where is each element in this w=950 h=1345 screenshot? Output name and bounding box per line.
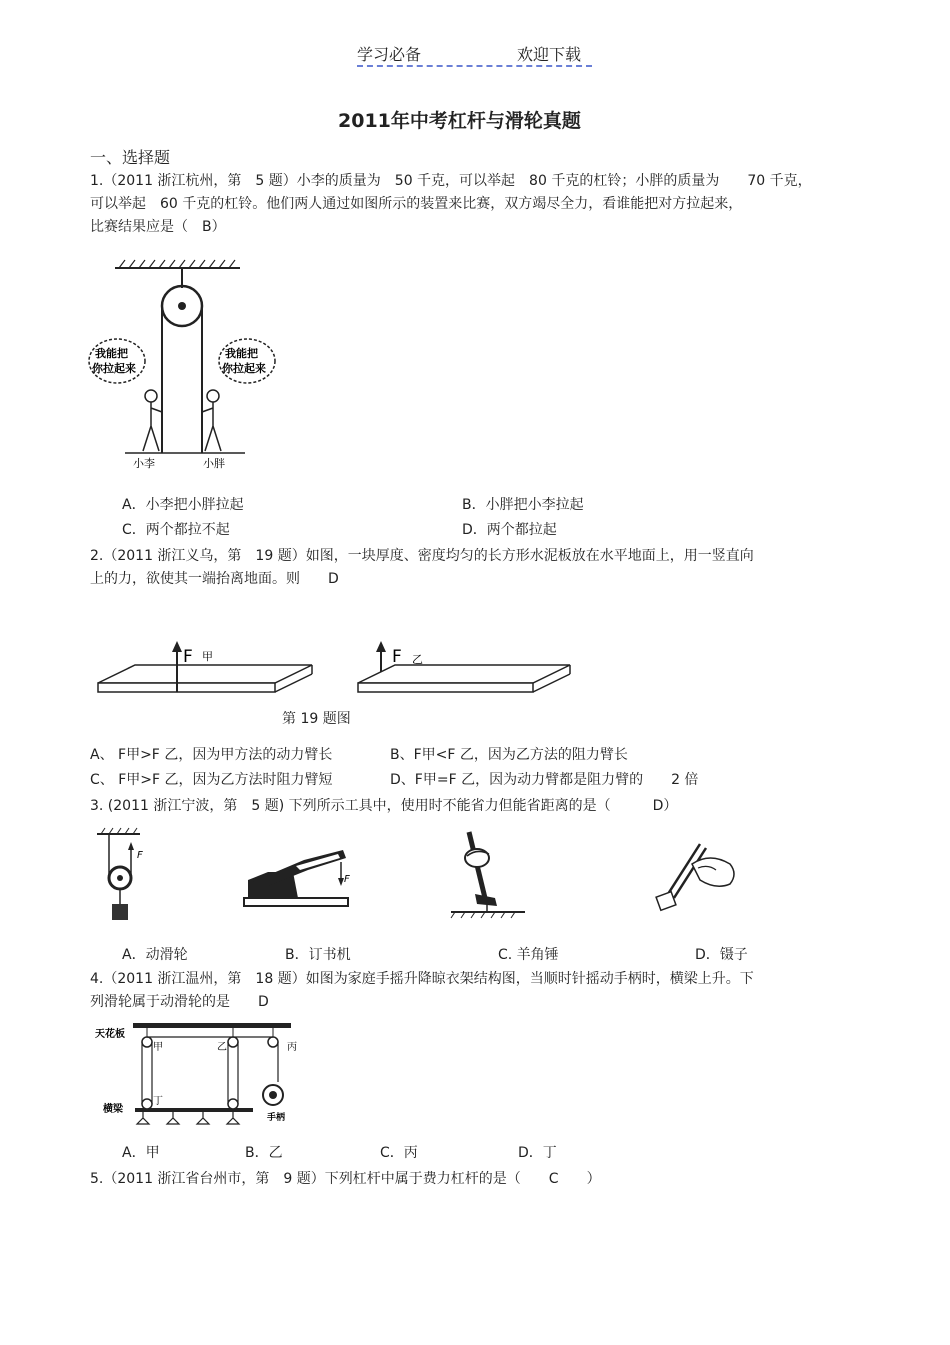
f-jia: F xyxy=(183,647,193,667)
q4-line2: 列滑轮属于动滑轮的是 D xyxy=(90,994,269,1010)
q3-tweezers xyxy=(650,838,742,916)
q3-claw-hammer xyxy=(447,828,527,920)
f-yi: F xyxy=(392,647,402,667)
q4-line1: 4.（2011 浙江温州，第 18 题）如图为家庭手摇升降晾衣架结构图，当顺时针摇动手柄时，横梁上升。下 xyxy=(90,971,754,987)
section-heading: 一、选择题 xyxy=(90,148,171,167)
q3-line1: 3. (2011 浙江宁波，第 5 题) 下列所示工具中，使用时不能省力但能省距离的是（ D） xyxy=(90,798,678,814)
q3-option-c: C. 羊角锤 xyxy=(498,947,559,963)
f-yi-sub: 乙 xyxy=(412,653,423,666)
q3-option-b: B．订书机 xyxy=(285,947,351,963)
q4-bing: 丙 xyxy=(287,1042,297,1053)
q1-pulley-figure xyxy=(85,248,295,473)
name-xiaoli: 小李 xyxy=(133,457,155,470)
header-divider xyxy=(357,65,592,67)
q1-line2: 可以举起 60 千克的杠铃。他们两人通过如图所示的装置来比赛，双方竭尽全力，看谁能把对方拉起来， xyxy=(90,196,743,212)
q2-line2: 上的力，欲使其一端抬离地面。则 D xyxy=(90,571,339,587)
bubble-right-text1: 我能把 xyxy=(225,347,258,360)
q1-option-b: B．小胖把小李拉起 xyxy=(462,497,584,513)
q4-beam-label: 横梁 xyxy=(103,1104,123,1115)
q2-line1: 2.（2011 浙江义乌，第 19 题）如图，一块厚度、密度均匀的长方形水泥板放在水平地面上，用一竖直向 xyxy=(90,548,754,564)
q4-ceiling-label: 天花板 xyxy=(95,1029,125,1040)
q3-option-d: D．镊子 xyxy=(695,947,748,963)
bubble-left-text2: 你拉起来 xyxy=(92,362,136,375)
q4-handle-label: 手柄 xyxy=(267,1113,286,1123)
f-jia-sub: 甲 xyxy=(202,650,213,663)
q2-option-a: A、 F甲>F 乙，因为甲方法的动力臂长 xyxy=(90,747,333,763)
q4-clothes-rack-figure xyxy=(95,1020,295,1132)
q5-line1: 5.（2011 浙江省台州市，第 9 题）下列杠杆中属于费力杠杆的是（ C ） xyxy=(90,1171,601,1187)
q2-figure-caption: 第 19 题图 xyxy=(282,711,351,727)
bubble-left-text1: 我能把 xyxy=(95,347,128,360)
q2-slab-figure xyxy=(90,635,580,700)
q2-option-c: C、 F甲>F 乙，因为乙方法时阻力臂短 xyxy=(90,772,333,788)
q4-yi: 乙 xyxy=(217,1042,227,1053)
q1-option-d: D．两个都拉起 xyxy=(462,522,557,538)
q4-option-c: C．丙 xyxy=(380,1145,418,1161)
q1-option-c: C．两个都拉不起 xyxy=(122,522,230,538)
q1-option-a: A．小李把小胖拉起 xyxy=(122,497,244,513)
header-right: 欢迎下载 xyxy=(517,45,582,64)
q4-option-d: D．丁 xyxy=(518,1145,557,1161)
q3-movable-pulley xyxy=(95,828,165,928)
q3-option-a: A．动滑轮 xyxy=(122,947,188,963)
q3-f2: F xyxy=(344,874,350,885)
q2-option-d: D、F甲=F 乙，因为动力臂都是阻力臂的 2 倍 xyxy=(390,772,699,788)
q2-option-b: B、F甲<F 乙，因为乙方法的阻力臂长 xyxy=(390,747,628,763)
bubble-right-text2: 你拉起来 xyxy=(222,362,266,375)
q1-line1: 1.（2011 浙江杭州，第 5 题）小李的质量为 50 千克，可以举起 80 千克的杠铃；小胖的质量为 70 千克， xyxy=(90,173,812,189)
page-title: 2011年中考杠杆与滑轮真题 xyxy=(338,110,581,132)
q4-jia: 甲 xyxy=(153,1042,163,1053)
q1-line3: 比赛结果应是（ B） xyxy=(90,219,226,235)
q4-option-a: A．甲 xyxy=(122,1145,160,1161)
q4-option-b: B．乙 xyxy=(245,1145,283,1161)
q4-ding: 丁 xyxy=(153,1096,163,1107)
q3-f1: F xyxy=(137,850,143,861)
header-left: 学习必备 xyxy=(357,45,422,64)
name-xiaopang: 小胖 xyxy=(203,457,225,470)
q3-stapler xyxy=(238,840,358,912)
